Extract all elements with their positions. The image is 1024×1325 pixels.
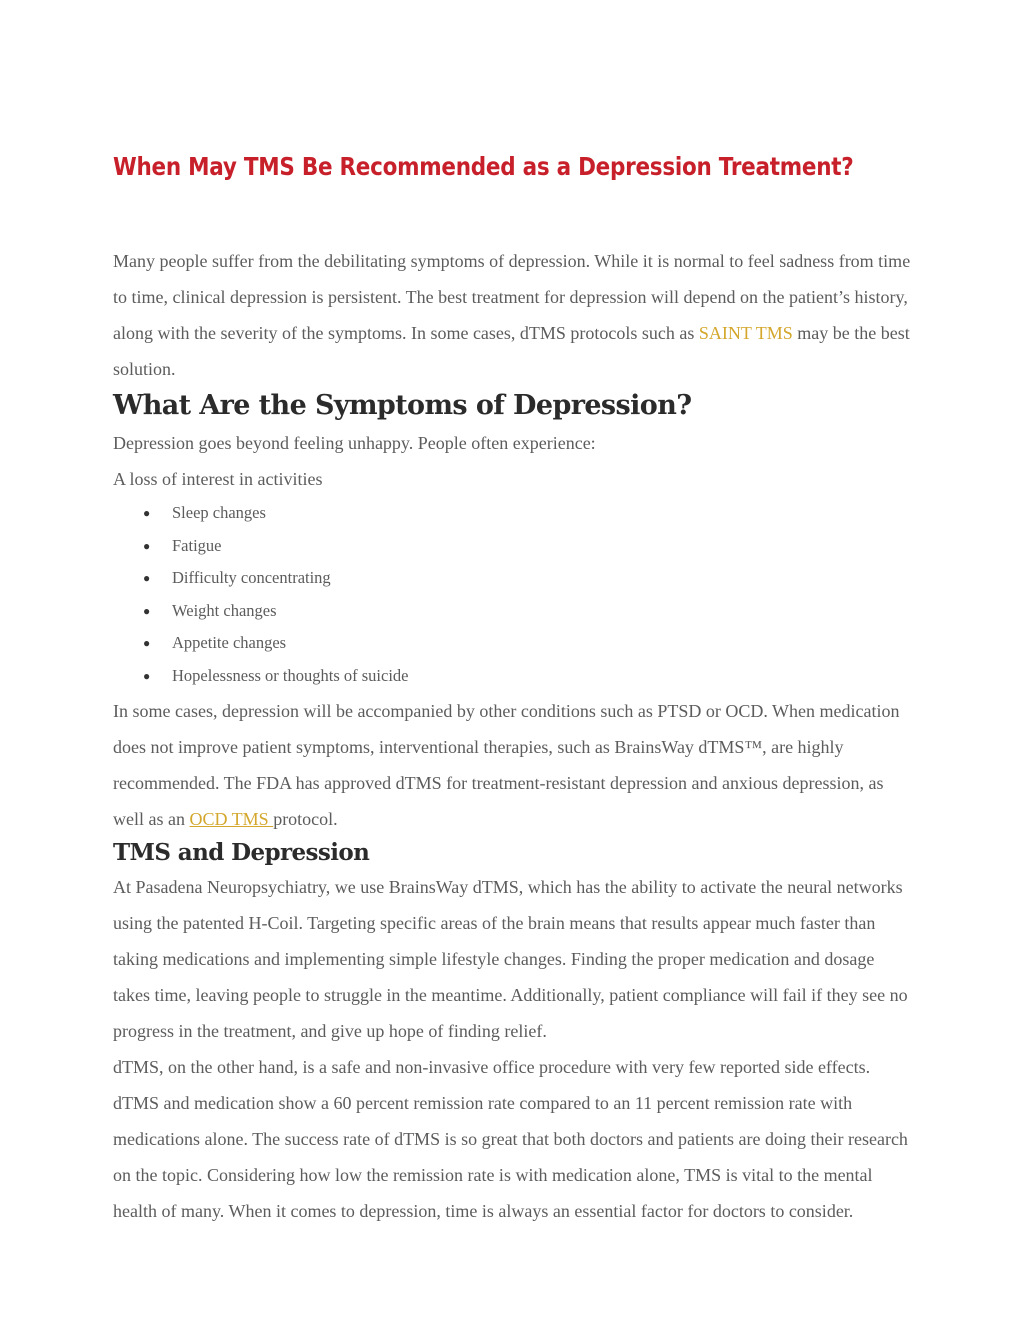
closing-text: In some cases, depression will be accompanied by other conditions such as PTSD or OCD. When medication does not improve patient symptoms, interventional therapies, such as BrainsWay dTMS™, are highly recommended. The FDA has approved dTMS for treatment-resistant depression and anxious depression, as well as an [113,700,900,829]
intro-paragraph [113,243,913,387]
bullet-icon: ● [143,538,151,553]
ocd-tms-link[interactable]: OCD TMS [189,808,274,829]
intro-text: Many people suffer from the debilitating symptoms of depression. While it is normal to feel sadness from time to time, clinical depression is persistent. The best treatment for depression will depend on the patient’s history, along with the severity of the symptoms. In some cases, dTMS protocols such as [113,251,911,343]
list-item: ● Weight changes [113,595,913,628]
bullet-icon: ● [143,668,151,683]
symptoms-heading: What Are the Symptoms of Depression? [113,390,692,421]
tms-paragraph-2: dTMS, on the other hand, is a safe and non-invasive office procedure with very few reported side effects. dTMS and medication show a 60 percent remission rate compared to an 11 percent remission rate with medications alone. The success rate of dTMS is so great that both doctors and patients are doing their research on the topic. Considering how low the remission rate is with medication alone, TMS is vital to the mental health of many. When it comes to depression, time is always an essential factor for doctors to consider. [113,1056,908,1221]
symptoms-list [113,497,913,693]
list-item: ● Fatigue [113,530,913,563]
bullet-icon: ● [143,636,151,651]
symptom-first-item: A loss of interest in activities [113,469,323,489]
saint-tms-link[interactable]: SAINT TMS [698,323,793,343]
tms-heading: TMS and Depression [113,838,370,866]
list-item: ● Difficulty concentrating [113,562,913,595]
symptoms-closing-paragraph [113,693,913,837]
intro-text-end: may be the best solution. [113,323,910,379]
bullet-icon: ● [143,506,151,520]
main-heading: When May TMS Be Recommended as a Depression Treatment? [113,152,854,181]
list-item: ● Appetite changes [113,627,913,660]
article [113,148,913,1229]
symptoms-lead: Depression goes beyond feeling unhappy. People often experience: [113,433,596,453]
tms-paragraph-1: At Pasadena Neuropsychiatry, we use BrainsWay dTMS, which has the ability to activate the neural networks using the patented H-Coil. Targeting specific areas of the brain means that results appear much faster than taking medications and implementing simple lifestyle changes. Finding the proper medication and dosage takes time, leaving people to struggle in the meantime. Additionally, patient compliance will fail if they see no progress in the treatment, and give up hope of finding relief. [113,876,908,1041]
bullet-icon: ● [143,571,151,586]
bullet-icon: ● [143,603,151,618]
closing-text-end: protocol. [273,808,338,829]
list-item: ● Hopelessness or thoughts of suicide [113,660,913,693]
list-item: ● Sleep changes [113,497,913,530]
